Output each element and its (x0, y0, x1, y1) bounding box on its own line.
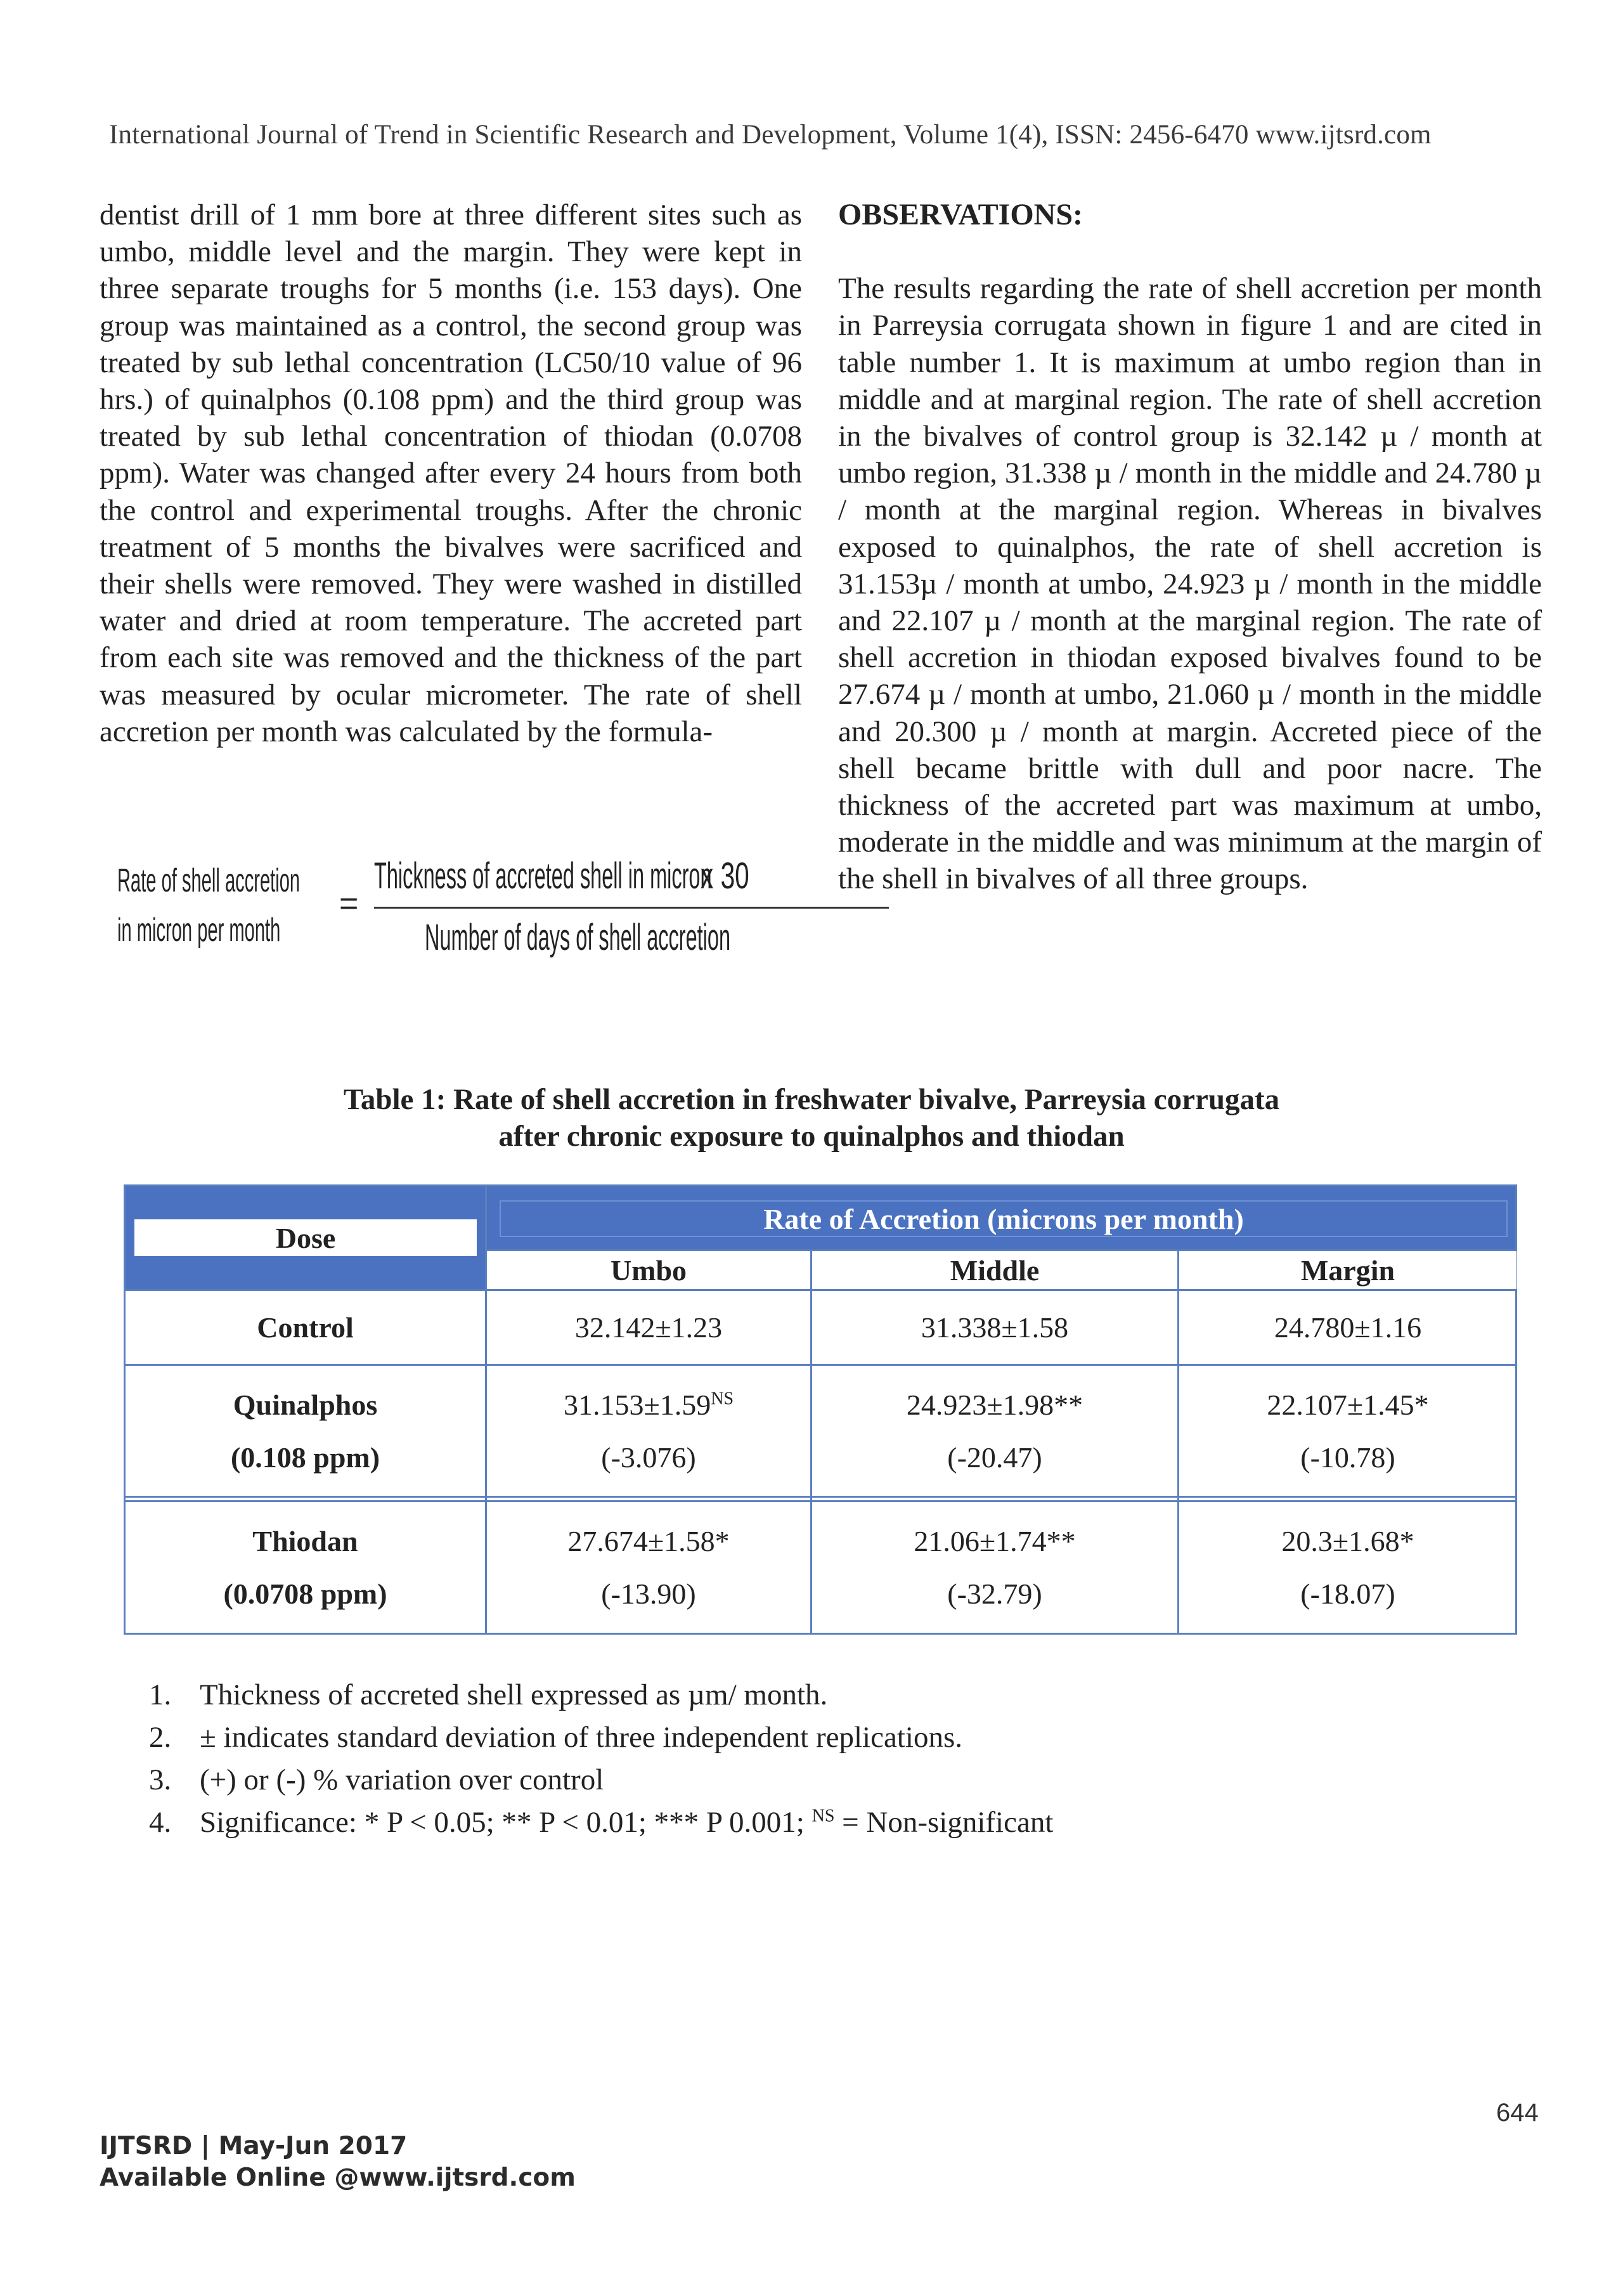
note-number: 2. (149, 1721, 172, 1754)
table-divider (126, 1500, 1517, 1502)
row-control-umbo (487, 1291, 810, 1364)
note-sup: NS (812, 1806, 835, 1826)
observations-paragraph: The results regarding the rate of shell accretion per month in Parreysia corrugata shown in figure 1 and are cited in table number 1. It is maximum at umbo region than in middle and at marginal region. The rate of shell accretion in the bivalves of control group is 32.142 µ / month at umbo region, 31.338 µ / month in the middle and 24.780 µ / month at the marginal region. Whereas in bivalves exposed to quinalphos, the rate of shell accretion is 31.153µ / month at umbo, 24.923 µ / month in the middle and 22.107 µ / month at the marginal region. The rate of shell accretion in thiodan exposed bivalves found to be 27.674 µ / month at umbo, 21.060 µ / month in the middle and 20.300 µ / month at margin. Accreted piece of the shell became brittle with dull and poor nacre. The thickness of the accreted part was maximum at umbo, moderate in the middle and was minimum at the margin of the shell in bivalves of all three groups. (838, 272, 1542, 896)
formula-lhs-line2: in micron per month (117, 912, 281, 949)
dose-concentration: (0.0708 ppm) (223, 1577, 387, 1610)
cell-value: 24.780±1.16 (1274, 1311, 1422, 1344)
rate-group-header: Rate of Accretion (microns per month) (500, 1200, 1508, 1237)
dose-label: Control (257, 1311, 354, 1344)
table-notes (149, 1674, 1053, 1844)
methods-paragraph: dentist drill of 1 mm bore at three different sites such as umbo, middle level and the margin. They were kept in three separate troughs for 5 months (i.e. 153 days). One group was maintained as a control, the second group was treated by sub lethal concentration (LC50/10 value of 96 hrs.) of quinalphos (0.108 ppm) and the third group was treated by sub lethal concentration of thiodan (0.0708 ppm). Water was changed after every 24 hours from both the control and experimental troughs. After the chronic treatment of 5 months the bivalves were sacrificed and their shells were removed. They were washed in distilled water and dried at room temperature. The accreted part from each site was removed and the thickness of the part was measured by ocular micrometer. The rate of shell accretion per month was calculated by the formula- (100, 198, 802, 748)
significance-sup: NS (711, 1389, 734, 1409)
row-thiodan-middle (812, 1502, 1177, 1632)
note-text-after: = Non-significant (834, 1806, 1054, 1839)
formula-equals: = (339, 885, 359, 922)
formula-fraction-bar (374, 907, 889, 909)
page-number: 644 (1496, 2099, 1539, 2127)
cell-value: 21.06±1.74** (914, 1524, 1076, 1557)
formula-denominator: Number of days of shell accretion (425, 917, 731, 958)
note-item (149, 1801, 1053, 1844)
formula-lhs (117, 856, 300, 955)
row-thiodan-margin (1179, 1502, 1516, 1632)
note-number: 1. (149, 1678, 172, 1711)
row-thiodan-umbo (487, 1502, 810, 1632)
cell-variation: (-18.07) (1300, 1577, 1395, 1610)
cell-variation: (-32.79) (947, 1577, 1042, 1610)
note-number: 4. (149, 1806, 172, 1839)
note-item (149, 1674, 1053, 1716)
row-control-middle (812, 1291, 1177, 1364)
table-caption (101, 1081, 1522, 1155)
table-divider (1177, 1250, 1179, 1633)
cell-variation: (-10.78) (1300, 1441, 1395, 1474)
dose-concentration: (0.108 ppm) (230, 1441, 380, 1474)
formula-lhs-line1: Rate of shell accretion (117, 862, 301, 899)
note-number: 3. (149, 1763, 172, 1796)
row-control-margin (1179, 1291, 1516, 1364)
note-text: (+) or (-) % variation over control (200, 1763, 604, 1796)
cell-variation: (-13.90) (601, 1577, 696, 1610)
dose-header: Dose (134, 1219, 477, 1256)
cell-value: 20.3±1.68* (1281, 1524, 1414, 1557)
row-quinalphos-umbo (487, 1366, 810, 1496)
table-divider (126, 1289, 1517, 1291)
footer-line1: IJTSRD | May-Jun 2017 (100, 2132, 408, 2160)
table-caption-line2: after chronic exposure to quinalphos and thiodan (498, 1120, 1125, 1153)
cell-value: 22.107±1.45* (1267, 1388, 1429, 1421)
cell-value: 24.923±1.98** (906, 1388, 1083, 1421)
formula-times: x 30 (701, 855, 749, 897)
table-divider (485, 1249, 1517, 1251)
note-item (149, 1759, 1053, 1801)
accretion-table (124, 1184, 1517, 1635)
table-divider (126, 1496, 1517, 1498)
note-item (149, 1716, 1053, 1759)
dose-label: Thiodan (252, 1524, 358, 1557)
formula-numerator-text: Thickness of accreted shell in micron (374, 855, 712, 897)
observations-heading: OBSERVATIONS: (838, 198, 1083, 231)
row-quinalphos-margin (1179, 1366, 1516, 1496)
dose-label: Quinalphos (233, 1388, 378, 1421)
table-caption-line1: Table 1: Rate of shell accretion in freshwater bivalve, Parreysia corrugata (343, 1083, 1280, 1116)
cell-value: 31.153±1.59 (563, 1388, 711, 1421)
journal-header: International Journal of Trend in Scientific Research and Development, Volume 1(4), ISSN: 2456-6470 www.ijtsrd.com (109, 120, 1432, 150)
footer-line2: Available Online @www.ijtsrd.com (100, 2163, 576, 2192)
col-header-margin: Margin (1179, 1251, 1516, 1289)
table-divider (126, 1364, 1517, 1366)
left-column (100, 197, 802, 750)
cell-value-wrap (564, 1388, 734, 1422)
table-divider (485, 1186, 487, 1633)
right-column (838, 197, 1542, 898)
col-header-middle: Middle (812, 1251, 1177, 1289)
note-text: Significance: * P < 0.05; ** P < 0.01; *** P 0.001; (200, 1806, 812, 1839)
cell-variation: (-3.076) (601, 1441, 696, 1474)
cell-variation: (-20.47) (947, 1441, 1042, 1474)
cell-value: 32.142±1.23 (574, 1311, 723, 1344)
table-divider (810, 1250, 812, 1633)
cell-value: 27.674±1.58* (567, 1524, 730, 1557)
cell-value: 31.338±1.58 (921, 1311, 1069, 1344)
col-header-umbo: Umbo (487, 1251, 810, 1289)
row-thiodan-dose (126, 1502, 485, 1632)
page-footer (100, 2131, 576, 2194)
row-control-dose (126, 1291, 485, 1364)
row-quinalphos-middle (812, 1366, 1177, 1496)
row-quinalphos-dose (126, 1366, 485, 1496)
accretion-formula (117, 850, 777, 976)
note-text: ± indicates standard deviation of three independent replications. (200, 1721, 962, 1754)
note-text: Thickness of accreted shell expressed as µm/ month. (200, 1678, 828, 1711)
formula-numerator (374, 855, 767, 897)
